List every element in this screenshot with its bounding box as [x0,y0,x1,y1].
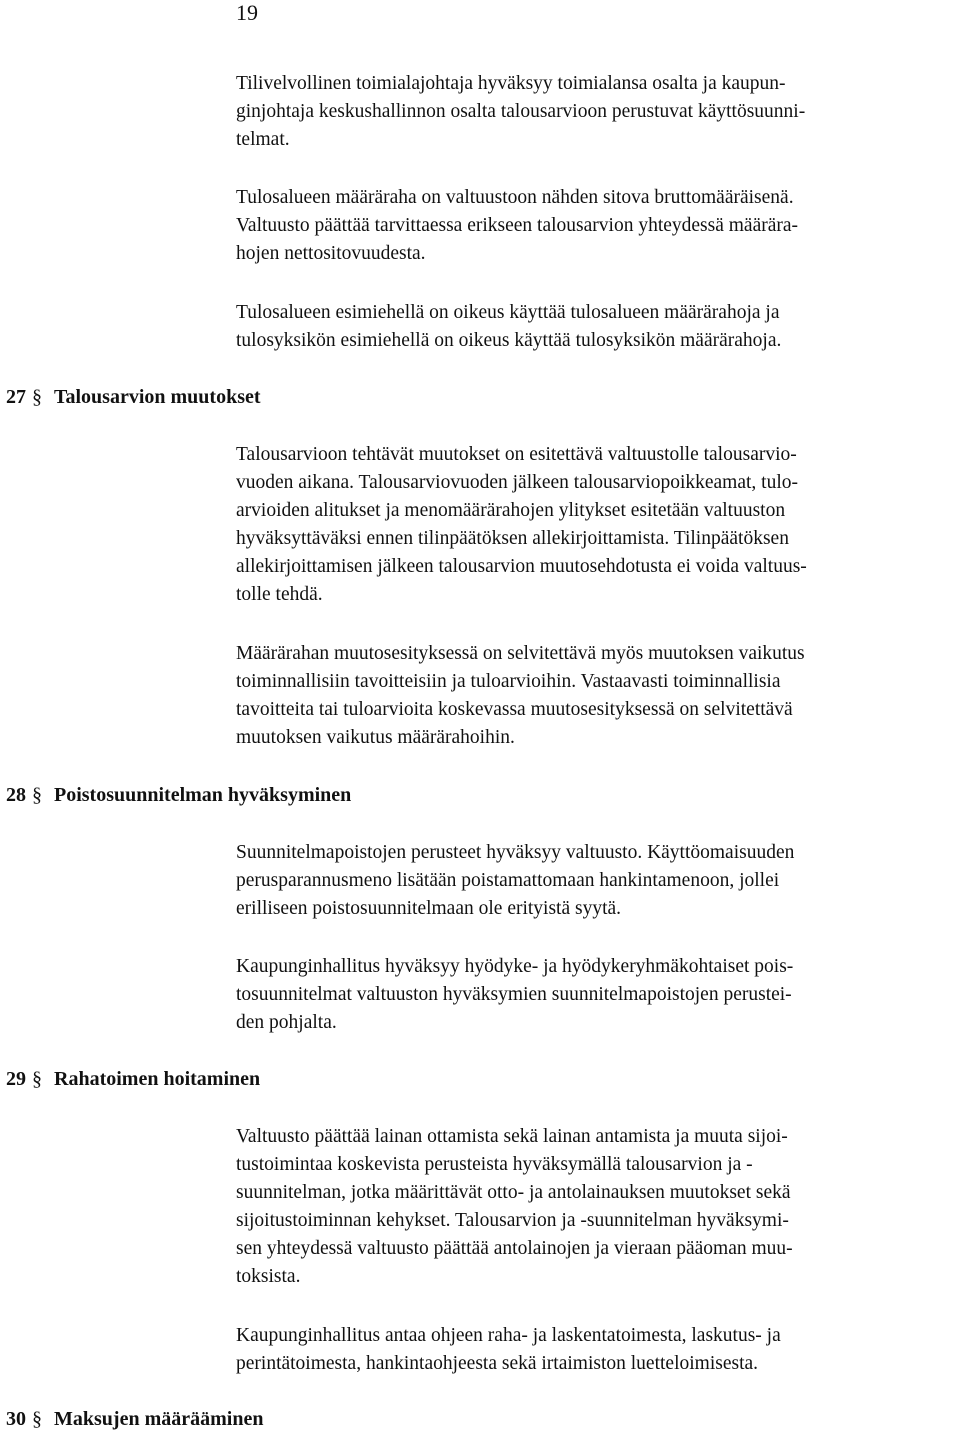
paragraph-muutosesitys [236,640,952,752]
text-line: Kaupunginhallitus antaa ohjeen raha- ja laskentatoimesta, laskutus- ja [236,1325,781,1346]
text-line: erilliseen poistosuunnitelmaan ole erityistä syytä. [236,898,622,919]
paragraph-määräraha-sitovuus [236,184,952,268]
text-line: sen yhteydessä valtuusto päättää antolainojen ja vieraan pääoman muu- [236,1238,793,1259]
paragraph-lainat [236,1123,952,1291]
text-line: tolle tehdä. [236,584,323,605]
text-line: Määrärahan muutosesityksessä on selvitettävä myös muutoksen vaikutus [236,643,805,664]
section-symbol: § [32,1068,42,1090]
text-line: toksista. [236,1266,301,1287]
section-symbol: § [32,1408,42,1430]
section-title: Rahatoimen hoitaminen [54,1068,261,1090]
text-line: tosuunnitelmat valtuuston hyväksymien suunnitelmapoistojen perustei- [236,984,792,1005]
paragraph-ohjeet [236,1322,952,1378]
section-heading-29 [6,1066,260,1092]
text-line: Valtuusto päättää tarvittaessa erikseen talousarvion yhteydessä määrära- [236,215,799,236]
text-line: allekirjoittamisen jälkeen talousarvion muutosehdotusta ei voida valtuus- [236,556,807,577]
paragraph-käyttöoikeus [236,299,952,355]
section-symbol: § [32,784,42,806]
text-line: tavoitteita tai tuloarvioita koskevassa muutosesityksessä on selvitettävä [236,699,793,720]
text-line: tustoimintaa koskevista perusteista hyväksymällä talousarvion ja - [236,1154,753,1175]
text-line: Suunnitelmapoistojen perusteet hyväksyy valtuusto. Käyttöomaisuuden [236,842,795,863]
section-title: Talousarvion muutokset [54,386,261,408]
text-line: Kaupunginhallitus hyväksyy hyödyke- ja hyödykeryhmäkohtaiset pois- [236,956,794,977]
text-line: perintätoimesta, hankintaohjeesta sekä irtaimiston luetteloimisesta. [236,1353,759,1374]
text-line: ginjohtaja keskushallinnon osalta talousarvioon perustuvat käyttösuunni- [236,101,806,122]
text-line: Talousarvioon tehtävät muutokset on esitettävä valtuustolle talousarvio- [236,444,797,465]
paragraph-suunnitelmapoistot [236,839,952,923]
paragraph-käyttösuunnitelmat [236,70,952,154]
section-heading-30 [6,1406,263,1432]
text-line: hojen nettositovuudesta. [236,243,426,264]
section-title: Maksujen määrääminen [54,1408,264,1430]
text-line: Valtuusto päättää lainan ottamista sekä lainan antamista ja muuta sijoi- [236,1126,788,1147]
section-number: 27 [6,386,26,408]
text-line: tulosyksikön esimiehellä on oikeus käyttää tulosyksikön määrärahoja. [236,330,782,351]
text-line: muutoksen vaikutus määrärahoihin. [236,727,515,748]
section-number: 28 [6,784,26,806]
section-number: 30 [6,1408,26,1430]
text-line: vuoden aikana. Talousarviovuoden jälkeen talousarviopoikkeamat, tulo- [236,472,798,493]
section-title: Poistosuunnitelman hyväksyminen [54,784,352,806]
text-line: hyväksyttäväksi ennen tilinpäätöksen allekirjoittamista. Tilinpäätöksen [236,528,789,549]
text-line: telmat. [236,129,290,150]
text-line: Tulosalueen esimiehellä on oikeus käyttää tulosalueen määrärahoja ja [236,302,780,323]
text-line: suunnitelman, jotka määrittävät otto- ja antolainauksen muutokset sekä [236,1182,791,1203]
page-number: 19 [236,0,258,25]
text-line: den pohjalta. [236,1012,337,1033]
text-line: Tilivelvollinen toimialajohtaja hyväksyy toimialansa osalta ja kaupun- [236,73,786,94]
text-line: Tulosalueen määräraha on valtuustoon nähden sitova bruttomääräisenä. [236,187,794,208]
section-number: 29 [6,1068,26,1090]
section-heading-27 [6,384,261,410]
text-line: toiminnallisiin tavoitteisiin ja tuloarvioihin. Vastaavasti toiminnallisia [236,671,781,692]
text-line: sijoitustoiminnan kehykset. Talousarvion ja -suunnitelman hyväksymi- [236,1210,789,1231]
paragraph-poistosuunnitelmat [236,953,952,1037]
text-line: arvioiden alitukset ja menomäärärahojen ylitykset esitetään valtuuston [236,500,786,521]
text-line: perusparannusmeno lisätään poistamattomaan hankintamenoon, jollei [236,870,780,891]
section-symbol: § [32,386,42,408]
paragraph-talousarvion-muutokset [236,441,952,609]
section-heading-28 [6,782,351,808]
